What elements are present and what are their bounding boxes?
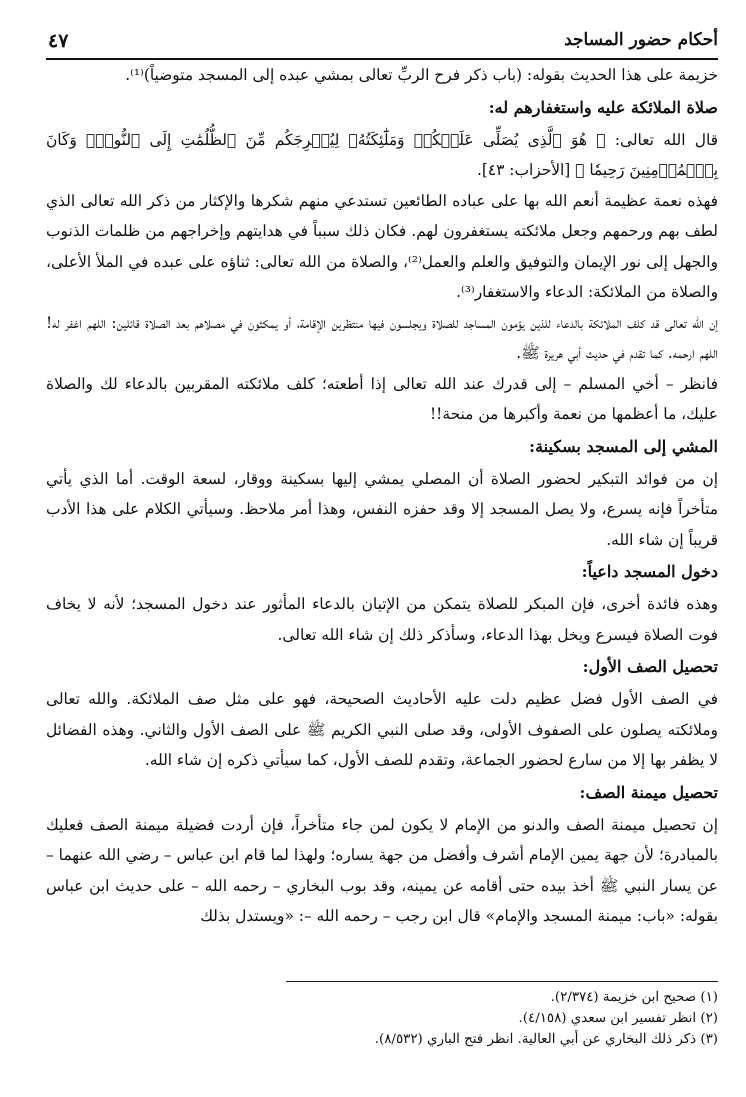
body-text (46, 60, 718, 932)
section-heading: دخول المسجد داعياً: (581, 562, 718, 581)
footnote: (١) صحيح ابن خزيمة (٢/٣٧٤). (550, 990, 718, 1005)
paragraph: وهذه فائدة أخرى، فإن المبكر للصلاة يتمكن من الإتيان بالدعاء المأثور عند دخول المسجد؛ لأنه لا يخاف فوت الصلاة فيسرع ويخل بهذا الدعاء، وسأذكر ذلك إن شاء الله تعالى. (46, 595, 718, 644)
page-header (48, 30, 718, 56)
section-heading: تحصيل ميمنة الصف: (579, 782, 718, 802)
paragraph: إن من فوائد التبكير لحضور الصلاة أن المصلي يمشي إليها بسكينة ووقار، لسعة الوقت. أما الذي يأتي متأخراً فإنه يسرع، ولا يصل المسجد إلا وقد حفزه النفس، وهذا أمر ملاحظ. وسيأتي الكلام على هذا الأدب قريباً إن شاء الله. (46, 469, 718, 549)
section-heading: تحصيل الصف الأول: (582, 657, 718, 676)
quran-quote: قال الله تعالى: ﴿ هُوَ ٱلَّذِى يُصَلِّى عَلَيۡكُمۡ وَمَلَٰٓئِكَتُهُۥ لِيُخۡرِجَكُم مِّنَ ٱلظُّلُمَٰتِ إِلَى ٱلنُّورِۚ وَكَانَ بِٱلۡمُؤۡمِنِينَ رَحِيمٗا ﴾ [الأحزاب: ٤٣]. (46, 130, 718, 179)
section-heading: المشي إلى المسجد بسكينة: (529, 436, 718, 456)
footnote: (٣) ذكر ذلك البخاري عن أبي العالية. انظر فتح الباري (٨/٥٣٢). (374, 1032, 718, 1047)
paragraph: فانظر – أخي المسلم – إلى قدرك عند الله تعالى إذا أطعته؛ كلف ملائكته المقربين بالدعاء لك والصلاة عليك، ما أعظمها من نعمة وأكبرها من منحة!! (46, 374, 718, 423)
paragraph: إن الله تعالى قد كلف الملائكة بالدعاء للذين يؤمون المساجد للصلاة ويجلسون فيها منتظرين الإقامة، أو يمكثون في مصلاهم بعد الصلاة قائلين: اللهم اغفر له! اللهم ارحمه. كما تقدم في حديث أبي هريرة ﷺ. (46, 313, 718, 362)
paragraph: إن تحصيل ميمنة الصف والدنو من الإمام لا يكون لمن جاء متأخراً، فإن أردت فضيلة ميمنة الصف فعليك بالمبادرة؛ لأن جهة يمين الإمام أشرف وأفضل من جهة يساره؛ ولهذا لما قام ابن عباس – رضي الله عنهما – عن يسار النبي ﷺ أخذ بيده حتى أقامه عن يمينه، وقد بوب البخاري – رحمه الله – على حديث ابن عباس بقوله: «باب: ميمنة المسجد والإمام» قال ابن رجب – رحمه الله –: «ويستدل بذلك (46, 815, 718, 925)
paragraph: فهذه نعمة عظيمة أنعم الله بها على عباده الطائعين تستدعي منهم شكرها والإكثار من ذكر الله تعالى الذي لطف بهم ورحمهم وجعل ملائكته يستغفرون لهم. فكان ذلك سبباً في هدايتهم وإخراجهم من ظلمات الذنوب والجهل إلى نور الإيمان والتوفيق والعلم والعمل⁽²⁾، والصلاة من الله تعالى: ثناؤه على عبده في الملأ الأعلى، والصلاة من الملائكة: الدعاء والاستغفار⁽³⁾. (46, 191, 718, 301)
paragraph: في الصف الأول فضل عظيم دلت عليه الأحاديث الصحيحة، فهو على مثل صف الملائكة. والله تعالى وملائكته يصلون على الصفوف الأولى، وقد صلى النبي الكريم ﷺ على الصف الأول والثاني. وهذه الفضائل لا يظفر بها إلا من سارع لحضور الجماعة، وتقدم للصف الأول، كما سيأتي ذكره إن شاء الله. (46, 690, 718, 769)
paragraph: خزيمة على هذا الحديث بقوله: (باب ذكر فرح الربِّ تعالى بمشي عبده إلى المسجد متوضياً)⁽¹⁾. (125, 66, 718, 84)
section-heading: صلاة الملائكة عليه واستغفارهم له: (488, 97, 718, 117)
footnotes (46, 987, 718, 1050)
footnote-rule (286, 981, 718, 982)
page-number: ٤٧ (48, 30, 69, 52)
footnote: (٢) انظر تفسير ابن سعدي (٤/١٥٨). (518, 1011, 718, 1026)
running-title: أحكام حضور المساجد (564, 30, 718, 50)
